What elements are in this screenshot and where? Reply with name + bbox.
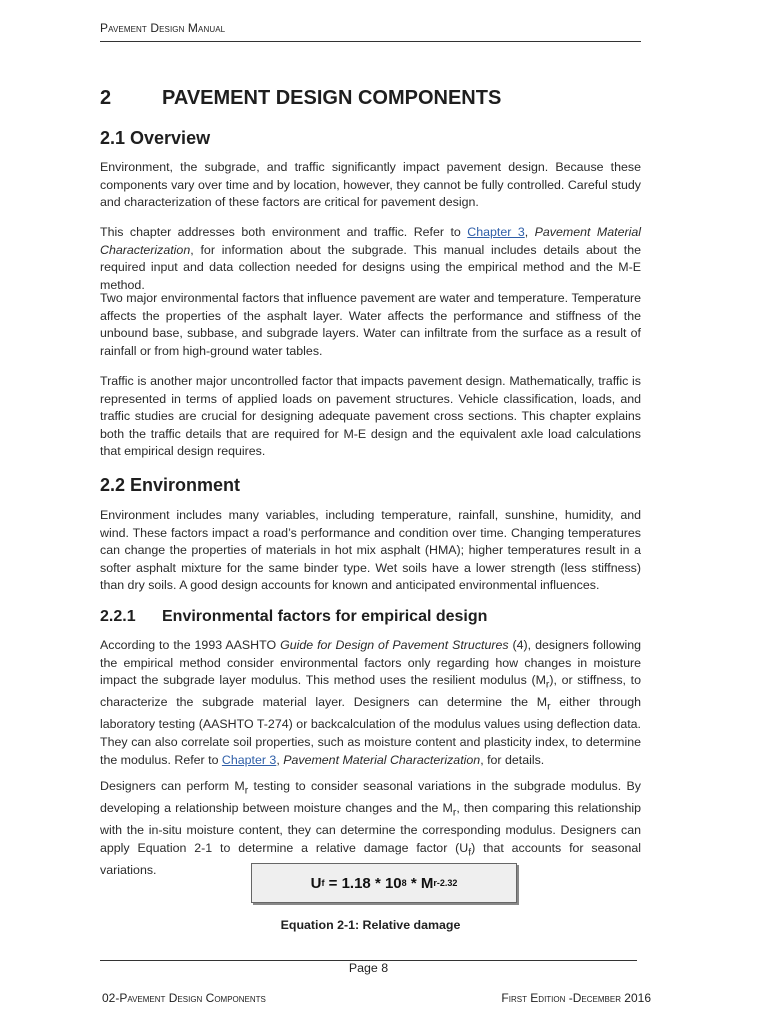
subsection-heading-empirical xyxy=(100,608,487,626)
footer-edition-label: First Edition -December 2016 xyxy=(501,991,651,1005)
empirical-paragraph-2: Designers can perform $M_r$ testing to consider seasonal variations in the subgrade modulus. By developing a relationship between moisture changes and the $M_r$, then comparing this relationship with the in-situ moisture content, they can determine the corresponding modulus. Designers can apply Equation 2-1 to determine a relative damage factor $(U_f)$ that accounts for seasonal variations. xyxy=(100,779,641,877)
chapter-number: 2 xyxy=(100,87,112,109)
page-number: Page 8 xyxy=(348,961,389,975)
overview-paragraph-1: Environment, the subgrade, and traffic significantly impact pavement design. Because these components vary over time and by location, however, they cannot be fully controlled. Careful study and characterization of these factors are critical for pavement design. xyxy=(100,160,641,210)
footer-chapter-label: 02-Pavement Design Components xyxy=(102,991,266,1005)
overview-paragraph-4: Traffic is another major uncontrolled factor that impacts pavement design. Mathematically, traffic is represented in terms of applied loads on pavement structures. Vehicle classification, loads, and traffic studies are crucial for designing adequate pavement cross sections. This chapter explains both the traffic details that are required for M-E design and the equivalent axle load calculations that empirical design requires. xyxy=(100,374,641,459)
subsection-number: 2.2.1 xyxy=(100,608,136,625)
equation-box: U f = 1.18 * 10 8 * M r -2.32 xyxy=(251,863,517,903)
header-divider xyxy=(100,41,641,42)
section-heading-environment: 2.2 Environment xyxy=(100,475,241,495)
chapter-title: PAVEMENT DESIGN COMPONENTS xyxy=(162,87,502,109)
chapter-3-link-2[interactable]: Chapter 3 xyxy=(221,752,277,767)
environment-paragraph: Environment includes many variables, including temperature, rainfall, sunshine, humidity, and wind. These factors impact a road’s performance and condition over time. Changing temperatures can change the properties of materials in hot mix asphalt (HMA); higher temperatures result in a softer asphalt mixture for the same binder type. Wet soils have a lower strength (less stiffness) than dry soils. A good design accounts for known and anticipated environmental influences. xyxy=(100,508,641,593)
overview-paragraph-2: This chapter addresses both environment and traffic. Refer to Chapter 3, Pavement Material Characterization, for information about the subgrade. This manual includes details about the required input and data collection needed for designs using the empirical method and the M-E method. xyxy=(100,225,641,292)
chapter-3-link[interactable]: Chapter 3 xyxy=(467,225,525,239)
running-header: Pavement Design Manual xyxy=(100,21,226,35)
subsection-title: Environmental factors for empirical design xyxy=(162,608,488,625)
equation-caption: Equation 2-1: Relative damage xyxy=(280,918,461,932)
section-heading-overview: 2.1 Overview xyxy=(100,128,211,148)
empirical-paragraph-1: According to the 1993 AASHTO Guide for Design of Pavement Structures (4), designers following the empirical method consider environmental factors only regarding how changes in moisture impact the subgrade layer modulus. This method uses the resilient modulus $(M_r)$, or stiffness, to characterize the subgrade material layer. Designers can determine the $M_r$ either through laboratory testing (AASHTO T-274) or backcalculation of the modulus values using deflection data. They can also correlate soil properties, such as moisture content and plasticity index, to determine the modulus. Refer to Chapter 3, Pavement Material Characterization, for details. xyxy=(100,638,641,767)
overview-paragraph-3: Two major environmental factors that influence pavement are water and temperature. Temperature affects the properties of the asphalt layer. Water affects the performance and stiffness of the unbound base, subbase, and subgrade layers. Water can infiltrate from the surface as a result of rainfall or from high-ground water tables. xyxy=(100,291,641,358)
chapter-heading xyxy=(100,87,501,110)
